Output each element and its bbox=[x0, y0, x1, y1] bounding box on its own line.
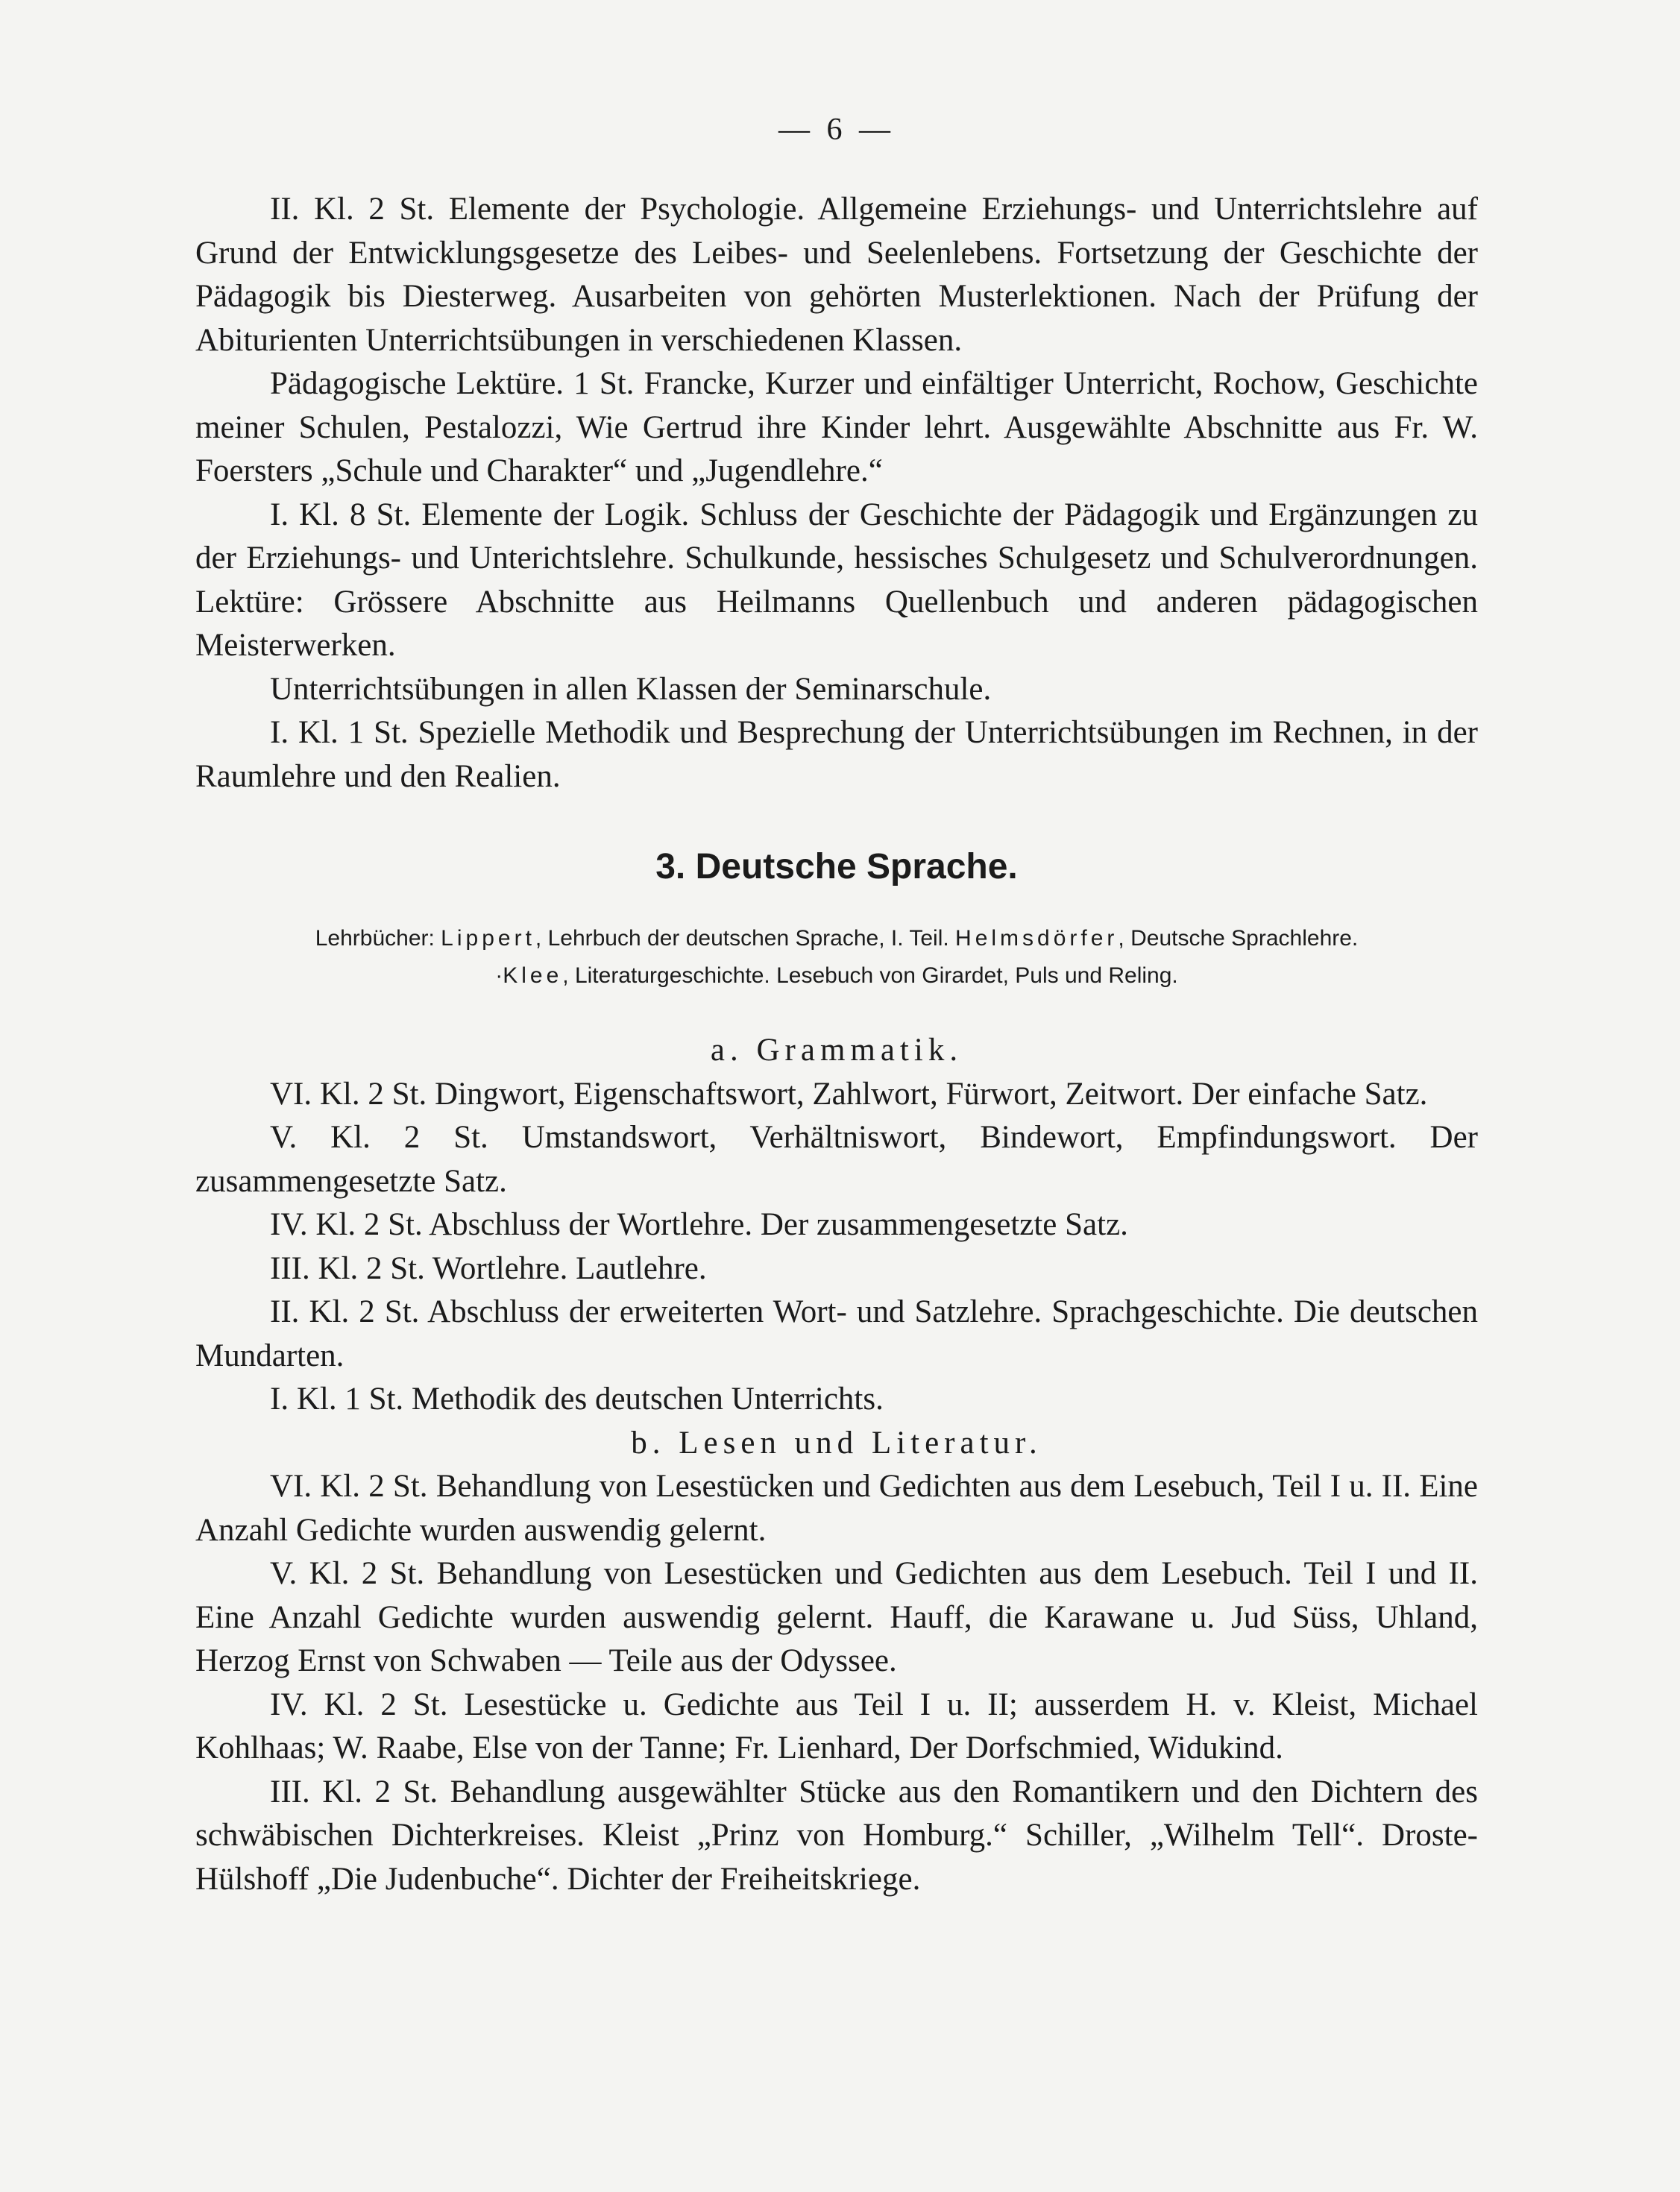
grammar-paragraph: IV. Kl. 2 St. Abschluss der Wortlehre. Der zusammengesetzte Satz. bbox=[270, 1207, 1128, 1242]
literature-paragraph: VI. Kl. 2 St. Behandlung von Lesestücken und Gedichten aus dem Lesebuch, Teil I u. II. Eine Anzahl Gedichte wurden auswendig gelernt. bbox=[195, 1469, 1478, 1548]
literature-paragraph: III. Kl. 2 St. Behandlung ausgewählter Stücke aus den Romantikern und den Dichtern des schwäbischen Dichterkreises. Kleist „Prinz von Homburg.“ Schiller, „Wilhelm Tell“. Droste-Hülshoff „Die Judenbuche“. Dichter der Freiheitskriege. bbox=[195, 1774, 1478, 1897]
textbook-title-lippert: , Lehrbuch der deutschen Sprache, I. Teil. bbox=[535, 926, 949, 951]
grammar-title: a. Grammatik. bbox=[710, 1033, 963, 1068]
paragraph-methodology: I. Kl. 1 St. Spezielle Methodik und Besprechung der Unterrichtsübungen im Rechnen, in der Raumlehre und den Realien. bbox=[195, 715, 1478, 794]
textbook-author-helmsdoerfer: Helmsdörfer bbox=[955, 926, 1119, 951]
grammar-paragraph: VI. Kl. 2 St. Dingwort, Eigenschaftswort, Zahlwort, Fürwort, Zeitwort. Der einfache Satz. bbox=[270, 1076, 1428, 1112]
grammar-paragraph: III. Kl. 2 St. Wortlehre. Lautlehre. bbox=[270, 1250, 707, 1286]
textbook-title-klee: , Literaturgeschichte. bbox=[562, 963, 770, 988]
section-title-deutsche-sprache: 3. Deutsche Sprache. bbox=[655, 847, 1018, 886]
literature-section bbox=[195, 1422, 1478, 1902]
grammar-paragraph: I. Kl. 1 St. Methodik des deutschen Unterrichts. bbox=[270, 1382, 884, 1417]
textbook-author-klee: Klee bbox=[503, 963, 563, 988]
paragraph-teaching-exercises: Unterrichtsübungen in allen Klassen der Seminarschule. bbox=[270, 671, 992, 707]
textbook-author-lippert: Lippert bbox=[441, 926, 535, 951]
literature-paragraph: V. Kl. 2 St. Behandlung von Lesestücken und Gedichten aus dem Lesebuch. Teil I und II. Eine Anzahl Gedichte wurden auswendig gelernt. Hauff, die Karawane u. Jud Süss, Uhland, Herzog Ernst von Schwaben — Teile aus der Odyssee. bbox=[195, 1556, 1478, 1678]
paragraph-pedagogy-class-1: I. Kl. 8 St. Elemente der Logik. Schluss der Geschichte der Pädagogik und Ergänzungen zu der Erziehungs- und Unterichtslehre. Schulkunde, hessisches Schulgesetz und Schulverordnungen. Lektüre: Grössere Abschnitte aus Heilmanns Quellenbuch und anderen pädagogischen Meisterwerken. bbox=[195, 497, 1478, 663]
document-page bbox=[195, 112, 1478, 1901]
paragraph-pedagogical-reading: Pädagogische Lektüre. 1 St. Francke, Kurzer und einfältiger Unterricht, Rochow, Geschichte meiner Schulen, Pestalozzi, Wie Gertrud ihre Kinder lehrt. Ausgewählte Abschnitte aus Fr. W. Foersters „Schule und Charakter“ und „Jugendlehre.“ bbox=[195, 366, 1478, 488]
literature-paragraph: IV. Kl. 2 St. Lesestücke u. Gedichte aus Teil I u. II; ausserdem H. v. Kleist, Michael Kohlhaas; W. Raabe, Else von der Tanne; Fr. Lienhard, Der Dorfschmied, Widukind. bbox=[195, 1686, 1478, 1766]
textbook-reader: Lesebuch von Girardet, Puls und Reling. bbox=[776, 963, 1178, 988]
page-number: — 6 — bbox=[778, 113, 895, 147]
grammar-paragraph: V. Kl. 2 St. Umstandswort, Verhältniswort, Bindewort, Empfindungswort. Der zusammengesetzte Satz. bbox=[195, 1120, 1478, 1199]
textbooks-prefix: Lehrbücher: bbox=[315, 926, 441, 951]
textbook-lead-mark: · bbox=[495, 963, 503, 988]
grammar-paragraph: II. Kl. 2 St. Abschluss der erweiterten Wort- und Satzlehre. Sprachgeschichte. Die deutschen Mundarten. bbox=[195, 1294, 1478, 1373]
textbook-title-helmsdoerfer: , Deutsche Sprachlehre. bbox=[1118, 926, 1359, 951]
pedagogy-section bbox=[195, 188, 1478, 799]
grammar-section bbox=[195, 1029, 1478, 1422]
textbooks-list bbox=[195, 920, 1478, 995]
paragraph-pedagogy-class-2: II. Kl. 2 St. Elemente der Psychologie. Allgemeine Erziehungs- und Unterrichtslehre auf Grund der Entwicklungsgesetze des Leibes- und Seelenlebens. Fortsetzung der Geschichte der Pädagogik bis Diesterweg. Ausarbeiten von gehörten Musterlektionen. Nach der Prüfung der Abiturienten Unterrichtsübungen in verschiedenen Klassen. bbox=[195, 192, 1478, 358]
literature-title: b. Lesen und Literatur. bbox=[631, 1425, 1042, 1461]
